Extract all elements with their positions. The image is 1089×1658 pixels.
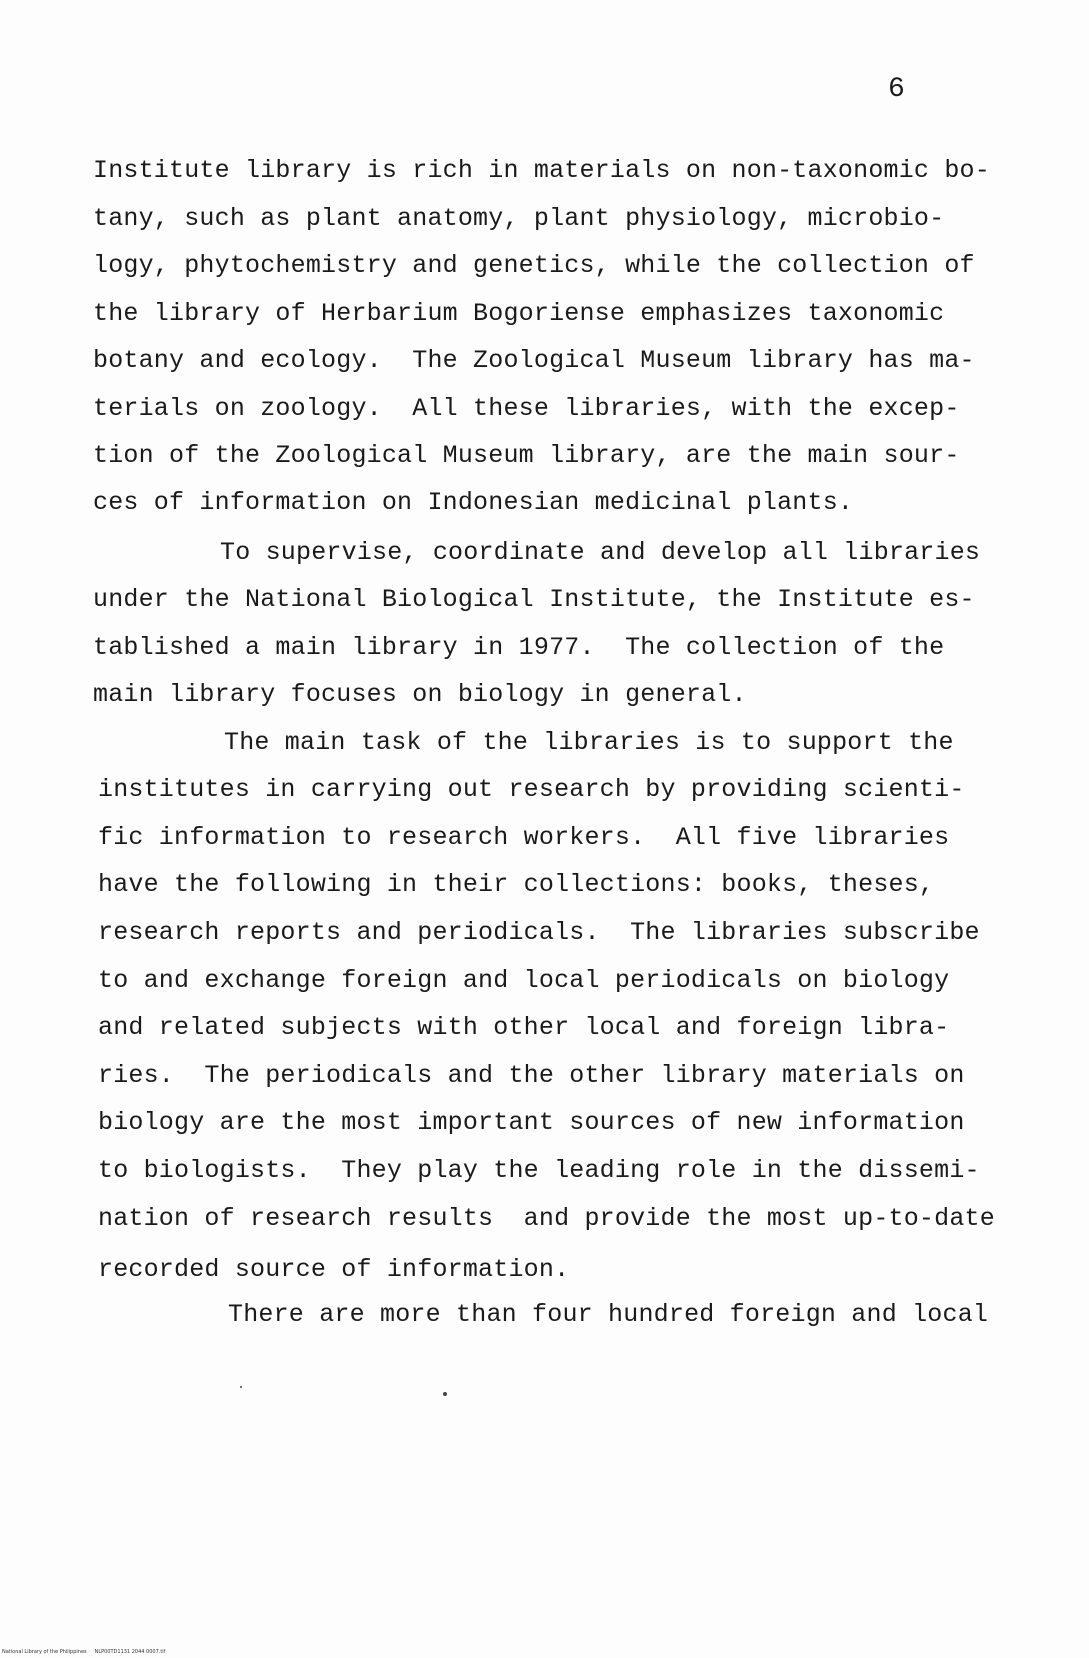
- text-line: tany, such as plant anatomy, plant physiology, microbio-: [93, 204, 945, 233]
- text-line: to biologists. They play the leading role in the dissemi-: [98, 1156, 980, 1185]
- text-line: nation of research results and provide the most up-to-date: [98, 1204, 995, 1233]
- text-line: logy, phytochemistry and genetics, while the collection of: [93, 251, 975, 280]
- scan-footer: National Library of the Philippines NLP00TD1131 2044 0007.tif: [2, 1649, 166, 1655]
- text-line: biology are the most important sources of new information: [98, 1108, 965, 1137]
- text-line: tablished a main library in 1977. The collection of the: [93, 633, 945, 662]
- text-line: recorded source of information.: [98, 1255, 570, 1284]
- scan-speck: [443, 1392, 447, 1396]
- text-line: The main task of the libraries is to support the: [224, 728, 954, 757]
- text-line: botany and ecology. The Zoological Museum library has ma-: [93, 346, 975, 375]
- text-line: ces of information on Indonesian medicinal plants.: [93, 488, 854, 517]
- scan-speck: [240, 1386, 242, 1388]
- text-line: To supervise, coordinate and develop all libraries: [220, 538, 981, 567]
- text-line: to and exchange foreign and local periodicals on biology: [98, 966, 950, 995]
- page-number: 6: [888, 74, 905, 105]
- text-line: main library focuses on biology in general.: [93, 680, 747, 709]
- text-line: have the following in their collections: books, theses,: [98, 870, 935, 899]
- text-line: Institute library is rich in materials on non-taxonomic bo-: [93, 156, 990, 185]
- text-line: tion of the Zoological Museum library, are the main sour-: [93, 441, 960, 470]
- text-line: fic information to research workers. All five libraries: [98, 823, 950, 852]
- text-line: under the National Biological Institute, the Institute es-: [93, 585, 975, 614]
- text-line: terials on zoology. All these libraries, with the excep-: [93, 394, 960, 423]
- text-line: institutes in carrying out research by providing scienti-: [98, 775, 965, 804]
- text-line: There are more than four hundred foreign and local: [228, 1300, 989, 1329]
- text-line: research reports and periodicals. The libraries subscribe: [98, 918, 980, 947]
- text-line: ries. The periodicals and the other library materials on: [98, 1061, 965, 1090]
- text-line: and related subjects with other local and foreign libra-: [98, 1013, 950, 1042]
- text-line: the library of Herbarium Bogoriense emphasizes taxonomic: [93, 299, 945, 328]
